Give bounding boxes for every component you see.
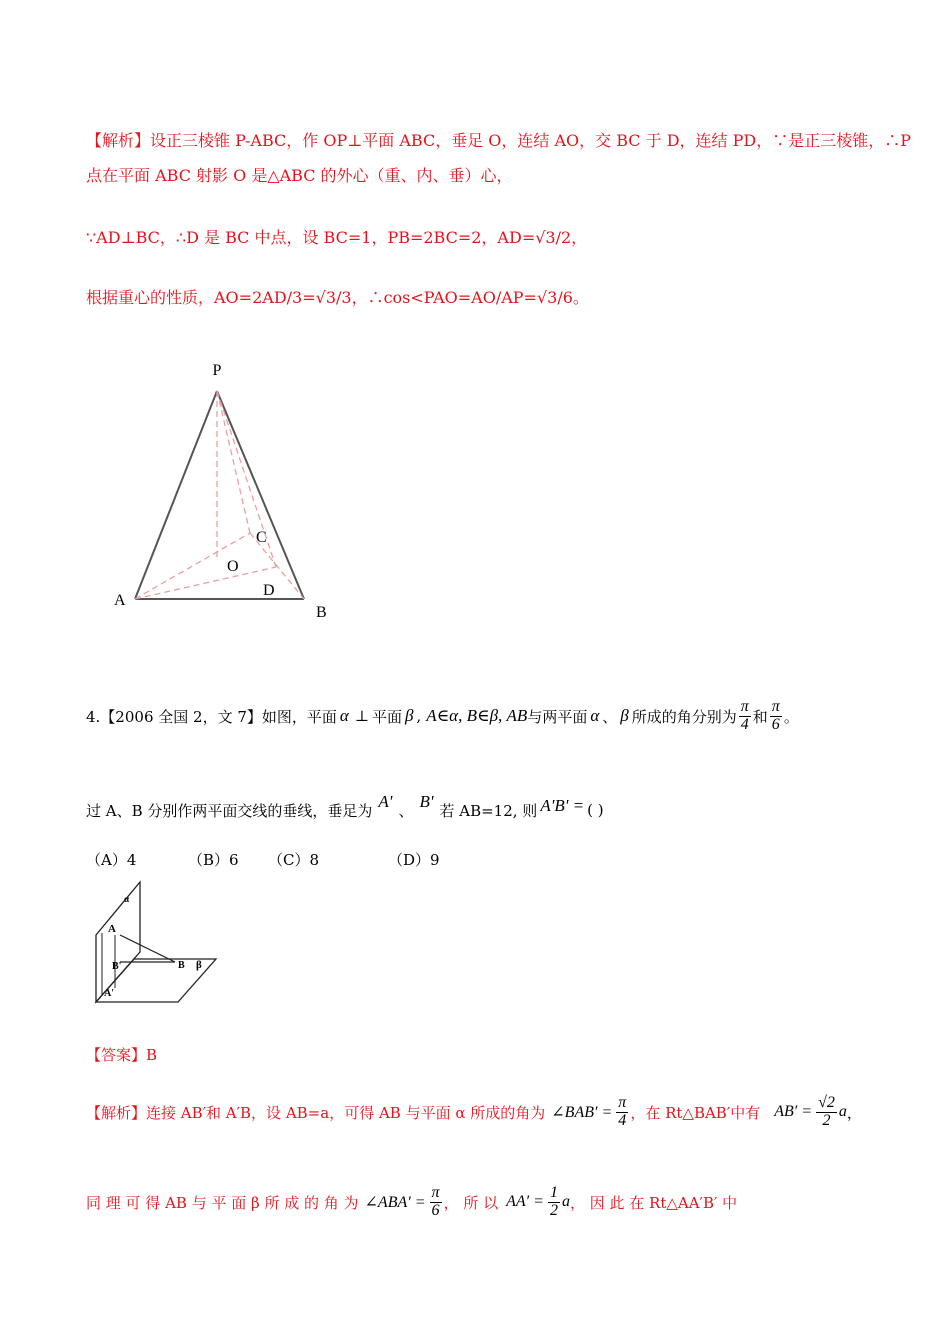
sol2-comma: ，	[846, 1103, 862, 1122]
fig2-aprime-label: A'	[104, 988, 114, 999]
answer-value: B	[146, 1046, 158, 1064]
fraction-pi-over-4: $\frac{\pi}{4}$	[740, 697, 749, 733]
q4-prefix: 4.【2006 全国 2，文 7】如图，平面	[86, 707, 337, 726]
segment-pd	[217, 391, 276, 567]
fraction-1-over-2: $\frac{1}{2}$	[549, 1183, 558, 1219]
q4-and: 和	[752, 707, 768, 726]
label-d: D	[263, 582, 275, 599]
sol2-text-2b: ， 所 以	[443, 1193, 499, 1212]
median-ad	[135, 567, 276, 599]
label-b: B	[316, 604, 327, 621]
solution2-line-1	[86, 1082, 862, 1142]
solution-line-1b: 点在平面 ABC 射影 O 是△ABC 的外心（重、内、垂）心，	[86, 166, 513, 185]
solution-line-2: ∵AD⊥BC，∴D 是 BC 中点，设 BC=1，PB=2BC=2，AD=√3/2，	[86, 228, 588, 247]
solution-line-1a: 【解析】设正三棱锥 P-ABC，作 OP⊥平面 ABC，垂足 O，连结 AO，交 BC 于 D，连结 PD，∵是正三棱锥，∴P	[86, 131, 911, 150]
label-c: C	[256, 529, 267, 546]
edge-pa	[135, 391, 217, 599]
solution-line-3: 根据重心的性质，AO=2AD/3=√3/3，∴cos<PAO=AO/AP=√3/6。	[86, 288, 589, 307]
fraction-pi-over-4-b: $\frac{\pi}{4}$	[618, 1093, 627, 1129]
variable-a: a	[838, 1103, 847, 1120]
segment-ab	[120, 935, 175, 962]
q4-end: 。	[783, 707, 799, 726]
solution2-line-2	[86, 1172, 866, 1232]
fig2-alpha-label: α	[124, 894, 130, 904]
q4-apbp: A'B' =	[540, 796, 585, 815]
fraction-pi-over-6: $\frac{\pi}{6}$	[771, 697, 780, 733]
angle-bab: ∠BAB′ =	[551, 1104, 613, 1121]
edge-pc	[217, 391, 250, 533]
label-o: O	[227, 558, 239, 575]
fig2-a-label: A	[108, 923, 116, 935]
option-a: （A）4	[86, 851, 137, 869]
q4-b-prime: B'	[419, 792, 434, 811]
sol2-text-2a: 同 理 可 得 AB 与 平 面 β 所 成 的 角 为	[86, 1193, 359, 1212]
segment-ab-prime: AB′ =	[774, 1103, 813, 1120]
q4-perp: ⊥	[354, 707, 369, 725]
fig2-b-label: B	[178, 960, 185, 971]
pyramid-figure	[100, 355, 350, 630]
q4-line2a: 过 A、B 分别作两平面交线的垂线，垂足为	[86, 801, 373, 820]
option-c: （C）8	[268, 851, 320, 869]
segment-aa-prime: AA′ =	[506, 1193, 544, 1210]
fraction-pi-over-6-b: $\frac{\pi}{6}$	[431, 1183, 440, 1219]
answer-line	[86, 1044, 157, 1065]
q4-a-prime: A'	[378, 792, 393, 811]
fig2-bprime-label: B'	[112, 961, 122, 972]
planes-figure	[88, 878, 223, 1008]
question-4-line-1: 4.【2006 全国 2，文 7】如图，平面 α ⊥ 平面 β , A∈α, B∈β, AB 与两平面 α 、 β 所成的角分别为 $\frac{\pi}{4}$ 和 $\frac{\pi}{6}$ 。	[86, 697, 799, 733]
sol2-text-2c: ， 因 此 在 Rt△AA′B′ 中	[569, 1193, 738, 1212]
q4-beta-2: β	[620, 706, 629, 725]
question-4-line-2: 过 A、B 分别作两平面交线的垂线，垂足为 A' 、 B' 若 AB=12, 则 A'B' = ( )	[86, 792, 604, 820]
q4-mid: 平面	[371, 707, 402, 726]
q4-line2b: 若 AB=12, 则	[439, 801, 538, 820]
option-b: （B）6	[188, 851, 239, 869]
sol2-text-1b: ，在 Rt△BAB′中有	[630, 1103, 761, 1122]
q4-text2: 与两平面	[527, 707, 588, 726]
answer-label: 【答案】	[86, 1046, 147, 1064]
q4-condition: A∈α, B∈β, AB	[426, 706, 528, 725]
q4-beta: β	[404, 706, 414, 725]
sol2-text-1a: 【解析】连接 AB′和 A′B，设 AB=a，可得 AB 与平面 α 所成的角为	[86, 1103, 546, 1122]
q4-alpha: α	[339, 706, 349, 725]
angle-aba: ∠ABA′ =	[364, 1194, 426, 1211]
label-p: P	[212, 362, 222, 379]
fig2-beta-label: β	[196, 959, 202, 971]
q4-text3: 所成的角分别为	[631, 707, 737, 726]
label-a: A	[114, 592, 126, 609]
q4-alpha-2: α	[590, 706, 600, 725]
q4-paren: ( )	[587, 801, 604, 819]
fraction-sqrt2-over-2: $\frac{√2}{2}$	[818, 1093, 835, 1129]
option-d: （D）9	[388, 851, 440, 869]
variable-a-2: a	[561, 1193, 570, 1210]
